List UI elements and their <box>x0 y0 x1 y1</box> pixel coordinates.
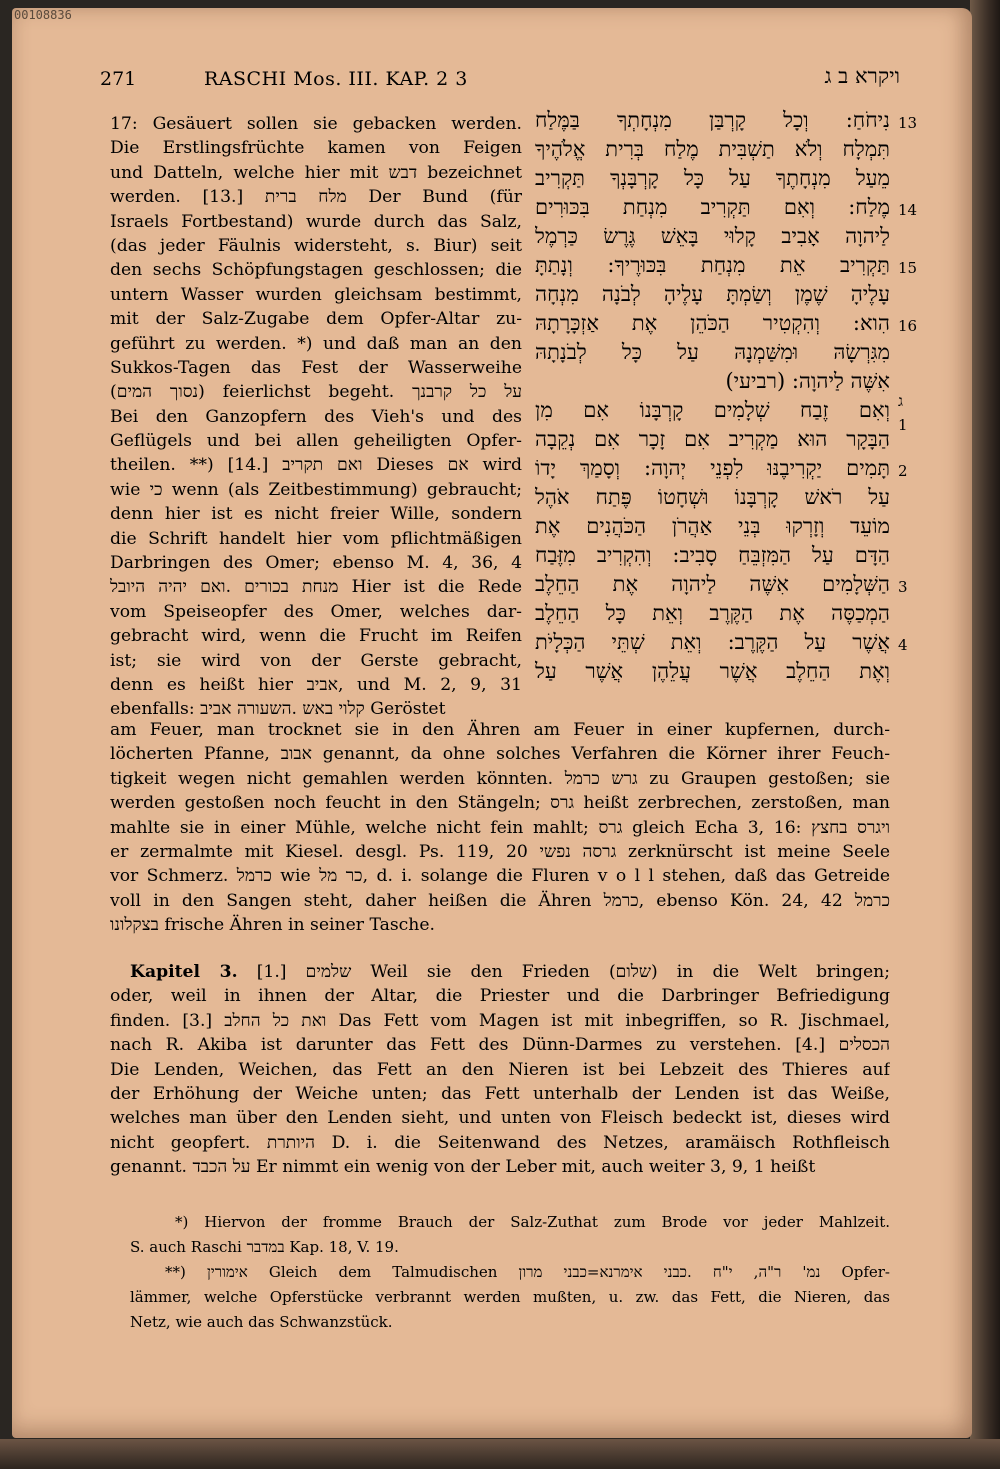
commentary-line: Darbringen des Omer; ebenso M. 4, 36, 4 <box>110 553 522 574</box>
commentary-line: ist; sie wird von der Gerste gebracht, <box>110 650 522 671</box>
commentary-line: untern Wasser wurden gleichsam bestimmt, <box>110 284 522 305</box>
hebrew-line: לַיהוָה אָבִיב קָלוּי בָּאֵשׁ גֶּרֶשׂ כַּרְמֶל <box>535 224 890 248</box>
page-number: 271 <box>100 68 137 90</box>
hebrew-line: הַבָּקָר הוּא מַקְרִיב אִם זָכָר אִם נְקֵבָה <box>535 427 890 451</box>
commentary-line: Bei den Ganzopfern des Vieh's und des <box>110 406 522 427</box>
commentary-line: den sechs Schöpfungstagen geschlossen; die <box>110 260 522 281</box>
hebrew-line: מוֹעֵד וְזָרְקוּ בְּנֵי אַהֲרֹן הַכֹּהֲנִים אֶת <box>535 514 890 538</box>
hebrew-line: תָּמִים יַקְרִיבֶנּוּ לִפְנֵי יְהוָה: וְסָמַךְ יָדוֹ <box>535 456 890 480</box>
commentary-line: theilen. **) [14.] ואם תקריב Dieses אם wird <box>110 455 522 476</box>
hebrew-line: מֶלַח: וְאִם תַּקְרִיב מִנְחַת בִּכּוּרִים <box>535 195 890 219</box>
hebrew-running-title: ויקרא ב ג <box>824 64 900 88</box>
commentary-line: mit der Salz-Zugabe dem Opfer-Altar zu- <box>110 309 522 330</box>
verse-number: 3 <box>898 578 908 596</box>
chapter-line: welches man über den Lenden sieht, und unten von Fleisch bedeckt ist, dieses wird <box>110 1108 890 1129</box>
commentary-line: Sukkos-Tagen das Fest der Wasserweihe <box>110 357 522 378</box>
scan-code: 00108836 <box>14 8 72 22</box>
hebrew-line: הַשְּׁלָמִים אִשֶּׁה לַיהוָה אֶת הַחֵלֶב <box>535 572 890 596</box>
commentary-line: vor Schmerz. כרמל wie כר מל, d. i. solange die Fluren v o l l stehen, daß das Getreide <box>110 866 890 887</box>
commentary-line: denn hier ist es nicht freier Wille, sondern <box>110 504 522 525</box>
commentary-line: voll in den Sangen steht, daher heißen die Ähren כרמל, ebenso Kön. 24, 42 כרמל <box>110 890 890 911</box>
commentary-line: בצקלונו frische Ähren in seiner Tasche. <box>110 915 435 936</box>
chapter-heading: Kapitel 3. <box>130 962 238 982</box>
commentary-line: die Schrift handelt hier vom pflichtmäßigen <box>110 528 522 549</box>
hebrew-line: וְאֶת הַחֵלֶב אֲשֶׁר עֲלֵהֶן אֲשֶׁר עַל <box>535 659 890 683</box>
hebrew-line: עַל רֹאשׁ קָרְבָּנוֹ וּשְׁחָטוֹ פֶּתַח אֹהֶל <box>535 485 890 509</box>
commentary-line: 17: Gesäuert sollen sie gebacken werden. <box>110 114 522 134</box>
chapter-line-text: [1.] שלמים Weil sie den Frieden (שלום) in die Welt bringen; <box>256 962 890 982</box>
verse-number: 2 <box>898 462 908 480</box>
commentary-column <box>110 112 522 722</box>
hebrew-text-column <box>535 106 890 686</box>
page-header <box>100 64 900 94</box>
commentary-line: Die Erstlingsfrüchte kamen von Feigen <box>110 138 522 159</box>
commentary-line: tigkeit wegen nicht gemahlen werden könnten. גרש כרמל zu Graupen gestoßen; sie <box>110 768 890 789</box>
chapter-line: genannt. על הכבד Er nimmt ein wenig von der Leber mit, auch weiter 3, 9, 1 heißt <box>110 1157 816 1178</box>
running-title: RASCHI Mos. III. KAP. 2 3 <box>204 68 468 90</box>
commentary-line: geführt zu werden. *) und daß man an den <box>110 333 522 354</box>
commentary-line: er zermalmte mit Kiesel. desgl. Ps. 119, 20 גרסה נפשי zerknürscht ist meine Seele <box>110 841 890 862</box>
chapter-line: der Erhöhung der Weiche unten; das Fett unterhalb der Lenden ist das Weiße, <box>110 1083 890 1104</box>
hebrew-line: נִיחֹחַ: וְכָל קָרְבַּן מִנְחָתְךָ בַּמֶּלַח <box>535 108 890 132</box>
commentary-line: Israels Fortbestand) wurde durch das Salz, <box>110 211 522 232</box>
verse-number: ג <box>898 392 903 410</box>
footnote-line: lämmer, welche Opferstücke verbrannt werden mußten, u. zw. das Fett, die Nieren, das <box>130 1288 890 1306</box>
commentary-line: vom Speiseopfer des Omer, welches dar- <box>110 601 522 622</box>
verse-number: 15 <box>898 259 918 277</box>
commentary-line: mahlte sie in einer Mühle, welche nicht fein mahlt; גרס gleich Echa 3, 16: ויגרס בחצץ <box>110 817 890 838</box>
hebrew-line: מִגִּרְשָׂהּ וּמִשַּׁמְנָהּ עַל כָּל לְבֹנָתָהּ <box>535 340 890 364</box>
verse-number: 4 <box>898 636 908 654</box>
verse-number: 1 <box>898 416 908 434</box>
commentary-line: am Feuer, man trocknet sie in den Ähren am Feuer in einer kupfernen, durch- <box>110 720 890 740</box>
hebrew-line: עָלֶיהָ שֶׁמֶן וְשַׂמְתָּ עָלֶיהָ לְבֹנָה מִנְחָה <box>535 282 890 306</box>
chapter-line <box>110 960 890 984</box>
hebrew-line: הַמְכַסֶּה אֶת הַקֶּרֶב וְאֵת כָּל הַחֵלֶב <box>535 601 890 625</box>
verse-number: 13 <box>898 114 918 132</box>
chapter-line: nicht geopfert. היותרת D. i. die Seitenwand des Netzes, aramäisch Rothfleisch <box>110 1132 890 1153</box>
commentary-line: Geflügels und bei allen geheiligten Opfer- <box>110 431 522 452</box>
commentary-line: werden gestoßen noch feucht in den Stängeln; גרס heißt zerbrechen, zerstoßen, man <box>110 793 890 814</box>
hebrew-line: תִּמְלָח וְלֹא תַשְׁבִּית מֶלַח בְּרִית אֱלֹהֶיךָ <box>535 137 890 161</box>
footnote-line: *) Hiervon der fromme Brauch der Salz-Zuthat zum Brode vor jeder Mahlzeit. <box>175 1213 890 1231</box>
book-bottom-edge <box>0 1439 1000 1469</box>
chapter-line: Die Lenden, Weichen, das Fett an den Nieren ist bei Lebzeit des Thieres auf <box>110 1059 890 1080</box>
commentary-line: gebracht wird, wenn die Frucht im Reifen <box>110 626 522 647</box>
hebrew-line: מֵעַל מִנְחָתֶךָ עַל כָּל קָרְבָּנְךָ תַּקְרִיב <box>535 166 890 190</box>
hebrew-line: וְאִם זֶבַח שְׁלָמִים קָרְבָּנוֹ אִם מִן <box>535 398 890 422</box>
footnote-line: S. auch Raschi במדבר Kap. 18, V. 19. <box>130 1238 399 1256</box>
footnotes <box>130 1210 890 1335</box>
chapter-line: nach R. Akiba ist darunter das Fett des Dünn-Darmes zu verstehen. [4.] הכסלים <box>110 1035 890 1056</box>
book-spine-edge <box>970 0 1000 1469</box>
hebrew-line: אֲשֶׁר עַל הַקֶּרֶב: וְאֵת שְׁתֵּי הַכְּלָיֹת <box>535 630 890 654</box>
hebrew-line: הִוא: וְהִקְטִיר הַכֹּהֵן אֶת אַזְכָּרָתָהּ <box>535 311 890 335</box>
chapter-3-commentary <box>110 960 890 1180</box>
footnote-line: Netz, wie auch das Schwanzstück. <box>130 1313 393 1331</box>
chapter-line: oder, weil in ihnen der Altar, die Priester und die Darbringer Befriedigung <box>110 986 890 1007</box>
commentary-line: ebenfalls: קלוי באש .השעורה אביב Geröstet <box>110 699 446 720</box>
footnote-line: **) אימורין Gleich dem Talmudischen נמ' ר"ה, י"ח .כבני אימרנא=כבני מרון Opfer- <box>165 1263 890 1281</box>
commentary-line: löcherten Pfanne, אבוב genannt, da ohne solches Verfahren die Körner ihrer Feuch- <box>110 744 890 765</box>
commentary-line: wie כי wenn (als Zeitbestimmung) gebraucht; <box>110 479 522 500</box>
commentary-line: (נסוך המים) feierlichst begeht. על כל קרבנך <box>110 382 522 403</box>
commentary-line: מנחת בכורים .ואם יהיה היובל Hier ist die Rede <box>110 577 522 598</box>
hebrew-line: תַּקְרִיב אֵת מִנְחַת בִּכּוּרֶיךָ: וְנָתַתָּ <box>535 253 890 277</box>
commentary-line: (das jeder Fäulnis widersteht, s. Biur) seit <box>110 235 522 256</box>
hebrew-line: אִשֶּׁה לַיהוָה: (רביעי) <box>725 369 890 393</box>
commentary-line: und Datteln, welche hier mit דבש bezeichnet <box>110 162 522 183</box>
chapter-line: finden. [3.] ואת כל החלב Das Fett vom Magen ist mit inbegriffen, so R. Jischmael, <box>110 1010 890 1031</box>
commentary-full-width <box>110 718 890 938</box>
commentary-line: denn es heißt hier אביב, und M. 2, 9, 31 <box>110 674 522 695</box>
hebrew-line: הַדָּם עַל הַמִּזְבֵּחַ סָבִיב: וְהִקְרִיב מִזֶּבַח <box>535 543 890 567</box>
verse-number: 16 <box>898 317 918 335</box>
commentary-line: werden. [13.] מלח ברית Der Bund (für <box>110 187 522 208</box>
verse-number: 14 <box>898 201 918 219</box>
